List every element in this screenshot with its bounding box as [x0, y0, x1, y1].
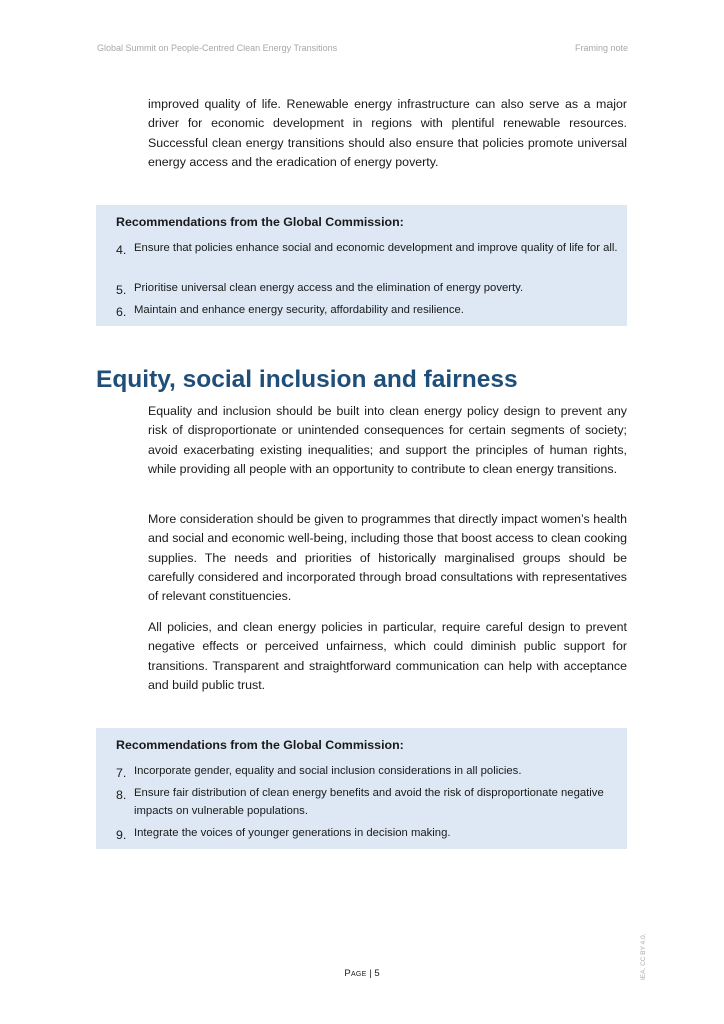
page-separator: |: [366, 968, 375, 979]
recommendations-box-2: [96, 728, 627, 849]
body-paragraph: More consideration should be given to programmes that directly impact women’s health and social and economic well-being, including those that boost access to clean cooking supplies. The needs and priorities of historically marginalised groups should be carefully considered and incorporated through broad consultations with representatives of relevant constituencies.: [148, 512, 627, 604]
recommendation-item: [116, 784, 621, 820]
recommendation-item: [116, 279, 621, 297]
running-header-section: Framing note: [574, 43, 628, 53]
page-footer: [0, 968, 724, 979]
running-header-title: Global Summit on People-Centred Clean Energy Transitions: [97, 43, 338, 53]
recommendations-title: Recommendations from the Global Commission:: [116, 738, 404, 752]
recommendation-text: Integrate the voices of younger generations in decision making.: [134, 827, 451, 839]
recommendation-item: [116, 824, 621, 842]
body-paragraph: Equality and inclusion should be built into clean energy policy design to prevent any risk of disproportionate or unintended consequences for certain segments of society; avoid exacerbating existing inequalities; and support the principles of human rights, while providing all people with an opportunity to contribute to clean energy transitions.: [148, 404, 627, 476]
recommendation-text: Maintain and enhance energy security, affordability and resilience.: [134, 304, 464, 316]
recommendation-text: Ensure that policies enhance social and economic development and improve quality of life for all.: [134, 242, 618, 254]
recommendation-text: Ensure fair distribution of clean energy benefits and avoid the risk of disproportionate negative impacts on vulnerable populations.: [134, 787, 604, 817]
recommendation-item: [116, 301, 621, 319]
recommendation-item: [116, 239, 621, 257]
recommendation-number: 9.: [116, 828, 127, 842]
recommendation-number: 7.: [116, 766, 127, 780]
recommendation-text: Incorporate gender, equality and social inclusion considerations in all policies.: [134, 765, 522, 777]
intro-paragraph: improved quality of life. Renewable energy infrastructure can also serve as a major driver for economic development in regions with plentiful renewable resources. Successful clean energy transitions should also ensure that policies promote universal energy access and the eradication of energy poverty.: [148, 97, 627, 169]
recommendation-number: 6.: [116, 305, 127, 319]
recommendation-text: Prioritise universal clean energy access and the elimination of energy poverty.: [134, 282, 524, 294]
recommendation-number: 4.: [116, 243, 127, 257]
body-paragraph: All policies, and clean energy policies in particular, require careful design to prevent negative effects or perceived unfairness, which could diminish public support for transitions. Transparent and straightforward communication can help with acceptance and build public trust.: [148, 620, 627, 692]
page-label: Page: [344, 968, 367, 979]
page-number: 5: [374, 968, 380, 979]
recommendation-item: [116, 762, 621, 780]
recommendation-number: 8.: [116, 788, 127, 802]
recommendations-box-1: [96, 205, 627, 326]
recommendations-title: Recommendations from the Global Commission:: [116, 215, 404, 229]
recommendation-number: 5.: [116, 283, 127, 297]
license-note: IEA. CC BY 4.0.: [640, 933, 647, 980]
section-heading: Equity, social inclusion and fairness: [96, 366, 518, 393]
